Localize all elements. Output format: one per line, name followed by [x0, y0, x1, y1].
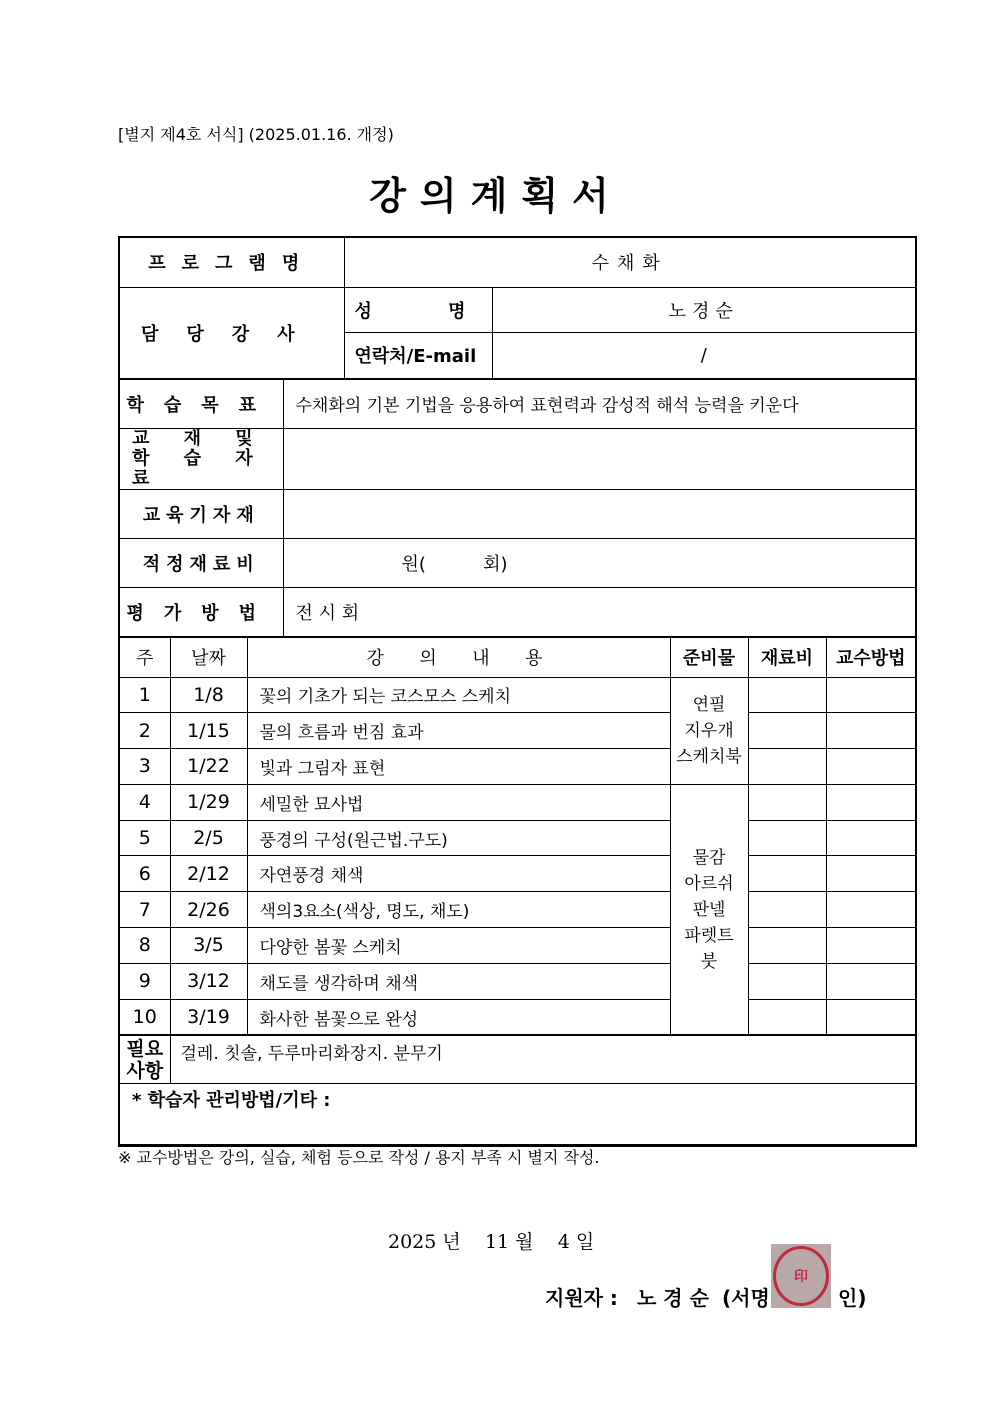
header-content: 강 의 내 용: [247, 637, 670, 677]
teaching-method-cell: [826, 713, 915, 749]
instructor-name: 노경순: [492, 287, 915, 332]
material-fee-cell: [748, 713, 826, 749]
materials-value: [283, 428, 915, 489]
evaluation-value: 전 시 회: [283, 587, 915, 636]
signature-open: (서명: [722, 1286, 770, 1310]
week-number: 4: [120, 784, 170, 820]
week-number: 2: [120, 713, 170, 749]
goal-value: 수채화의 기본 기법을 응용하여 표현력과 감성적 해석 능력을 키운다: [283, 379, 915, 428]
schedule-row: [120, 963, 915, 999]
teaching-method-cell: [826, 784, 915, 820]
lesson-date: 3/12: [170, 963, 247, 999]
schedule-row: [120, 999, 915, 1035]
material-fee-cell: [748, 784, 826, 820]
seal-stamp-image: [771, 1244, 831, 1308]
teaching-method-cell: [826, 677, 915, 713]
schedule-header: [120, 637, 915, 677]
plan-table: [118, 236, 917, 1147]
equipment-value: [283, 489, 915, 538]
lesson-date: 1/8: [170, 677, 247, 713]
header-week: 주: [120, 637, 170, 677]
program-value: 수채화: [344, 238, 915, 287]
date-month: 11: [484, 1231, 510, 1253]
lesson-content: 다양한 봄꽃 스케치: [247, 928, 670, 964]
week-number: 1: [120, 677, 170, 713]
lesson-date: 3/5: [170, 928, 247, 964]
contact-value: /: [492, 332, 915, 378]
lesson-content: 풍경의 구성(원근법.구도): [247, 820, 670, 856]
equipment-label: 교육기자재: [120, 489, 283, 538]
form-number: [별지 제4호 서식] (2025.01.16. 개정): [118, 125, 394, 144]
applicant-label: 지원자 :: [545, 1286, 618, 1310]
program-label: 프로그램명: [120, 238, 344, 287]
material-fee-cell: [748, 963, 826, 999]
teaching-method-cell: [826, 820, 915, 856]
week-number: 5: [120, 820, 170, 856]
preparation-items: [670, 784, 748, 1035]
lesson-date: 1/22: [170, 749, 247, 785]
schedule-row: [120, 713, 915, 749]
lesson-content: 자연풍경 채색: [247, 856, 670, 892]
lesson-content: 화사한 봄꽃으로 완성: [247, 999, 670, 1035]
preparation-item: 파렛트: [684, 925, 734, 946]
fee-label: 적정재료비: [120, 538, 283, 587]
material-fee-cell: [748, 749, 826, 785]
material-fee-cell: [748, 677, 826, 713]
week-number: 7: [120, 892, 170, 928]
date-day-unit: 일: [575, 1231, 595, 1253]
header-prep: 준비물: [670, 637, 748, 677]
header-date: 날짜: [170, 637, 247, 677]
contact-label: 연락처/E-mail: [344, 332, 492, 378]
header-fee: 재료비: [748, 637, 826, 677]
material-fee-cell: [748, 999, 826, 1035]
lesson-date: 2/5: [170, 820, 247, 856]
document-date: [388, 1227, 594, 1254]
schedule-row: [120, 820, 915, 856]
week-number: 3: [120, 749, 170, 785]
preparation-item: 붓: [700, 951, 718, 972]
signature-close: 인): [838, 1286, 867, 1310]
footnote: ※ 교수방법은 강의, 실습, 체험 등으로 작성 / 용지 부족 시 별지 작성.: [118, 1148, 600, 1167]
teaching-method-cell: [826, 749, 915, 785]
teaching-method-cell: [826, 928, 915, 964]
material-fee-cell: [748, 892, 826, 928]
page-title: 강의계획서: [369, 174, 623, 218]
date-year-unit: 년: [442, 1231, 461, 1253]
learner-management-label: * 학습자 관리방법/기타 :: [120, 1084, 915, 1145]
teaching-method-cell: [826, 963, 915, 999]
goal-label: 학습목표: [120, 379, 283, 428]
schedule-row: [120, 856, 915, 892]
schedule-row: [120, 749, 915, 785]
lesson-date: 2/26: [170, 892, 247, 928]
lesson-date: 3/19: [170, 999, 247, 1035]
week-number: 9: [120, 963, 170, 999]
teaching-method-cell: [826, 999, 915, 1035]
date-day: 4: [557, 1231, 570, 1253]
material-fee-cell: [748, 928, 826, 964]
header-method: 교수방법: [826, 637, 915, 677]
lesson-content: 물의 흐름과 번짐 효과: [247, 713, 670, 749]
teaching-method-cell: [826, 892, 915, 928]
material-fee-cell: [748, 820, 826, 856]
date-year: 2025: [388, 1231, 437, 1253]
evaluation-label: 평가방법: [120, 587, 283, 636]
preparation-item: 판넬: [692, 899, 726, 920]
material-fee-cell: [748, 856, 826, 892]
lesson-content: 채도를 생각하며 채색: [247, 963, 670, 999]
schedule-table: [120, 637, 915, 1036]
week-number: 6: [120, 856, 170, 892]
fee-value: 원( 회): [283, 538, 915, 587]
schedule-row: [120, 784, 915, 820]
preparation-item: 지우개: [684, 720, 734, 741]
instructor-label: 담당강사: [120, 287, 344, 378]
required-value: 걸레. 칫솔, 두루마리화장지. 분무기: [170, 1036, 915, 1084]
preparation-item: 연필: [692, 694, 726, 715]
lesson-date: 1/29: [170, 784, 247, 820]
week-number: 10: [120, 999, 170, 1035]
schedule-row: [120, 677, 915, 713]
materials-label-1: 교 재 및: [132, 427, 267, 449]
schedule-row: [120, 892, 915, 928]
preparation-item: 스케치북: [676, 746, 742, 767]
teaching-method-cell: [826, 856, 915, 892]
week-number: 8: [120, 928, 170, 964]
name-label: 성 명: [344, 287, 492, 332]
applicant-name: 노 경 순: [637, 1286, 709, 1310]
seal-icon: 印: [773, 1246, 829, 1306]
lesson-date: 2/12: [170, 856, 247, 892]
preparation-items: [670, 677, 748, 784]
materials-label-2: 학 습 자 료: [132, 447, 267, 489]
preparation-item: 물감: [692, 847, 726, 868]
schedule-row: [120, 928, 915, 964]
lesson-content: 색의3요소(색상, 명도, 채도): [247, 892, 670, 928]
lesson-content: 세밀한 묘사법: [247, 784, 670, 820]
preparation-item: 아르쉬: [684, 873, 734, 894]
lesson-content: 꽃의 기초가 되는 코스모스 스케치: [247, 677, 670, 713]
lesson-content: 빛과 그림자 표현: [247, 749, 670, 785]
lesson-date: 1/15: [170, 713, 247, 749]
date-month-unit: 월: [515, 1231, 534, 1253]
required-label-1: 필요: [126, 1037, 164, 1060]
required-label-2: 사항: [126, 1059, 164, 1082]
